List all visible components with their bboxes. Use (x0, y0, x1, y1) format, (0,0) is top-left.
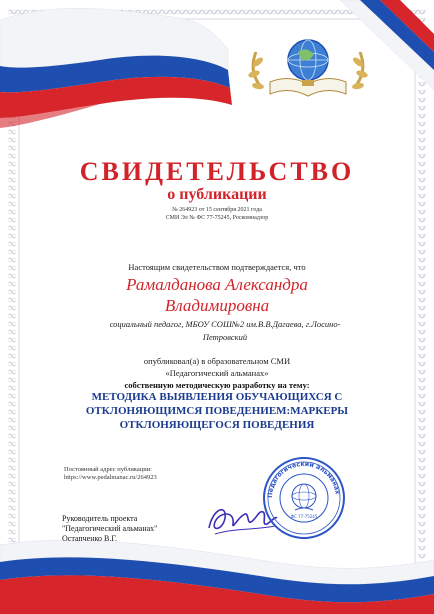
head-name: Остапченко В.Г. (62, 534, 118, 543)
russian-flag-top-left (0, 8, 232, 128)
publication-name: «Педагогический альманах» (165, 368, 269, 378)
published-text: опубликовал(а) в образовательном СМИ (143, 356, 291, 366)
russian-flag-bottom (0, 540, 434, 614)
recipient-name-line2: Владимировна (164, 296, 270, 315)
head-title: Руководитель проекта (62, 514, 138, 523)
official-stamp (262, 456, 346, 540)
head-project-name: "Педагогический альманах" (62, 524, 158, 533)
certificate-title: СВИДЕТЕЛЬСТВО (79, 157, 355, 186)
confirmation-text: Настоящим свидетельством подтверждается, что (128, 262, 306, 272)
recipient-name-line1: Рамалданова Александра (126, 275, 308, 294)
publication-topic: МЕТОДИКА ВЫЯВЛЕНИЯ ОБУЧАЮЩИХСЯ С ОТКЛОНЯЮЩИМСЯ ПОВЕДЕНИЕМ:МАРКЕРЫ ОТКЛОНЯЮЩЕГОСЯ ПОВЕДЕНИЯ (85, 391, 349, 431)
stamp-inner-text: ФС 77-75245 (290, 514, 318, 519)
stamp-outer-text: Педагогический альманах (266, 460, 341, 499)
address-label: Постоянный адрес публикации: (64, 466, 152, 473)
registration-number: № 264923 от 15 сентября 2021 года (172, 207, 262, 213)
media-registration: СМИ Эл № ФС 77-75245, Роскомнадзор (165, 215, 269, 221)
recipient-position: социальный педагог, МБОУ СОШ№2 им.В.В.Дагаева, г.Лосино-Петровский (109, 319, 341, 342)
globe-book-emblem (247, 40, 368, 96)
publication-address-link[interactable]: https://www.pedalmanac.ru/264923 (64, 474, 157, 481)
work-type: собственную методическую разработку на тему: (124, 380, 310, 390)
certificate-subtitle: о публикации (167, 186, 267, 203)
